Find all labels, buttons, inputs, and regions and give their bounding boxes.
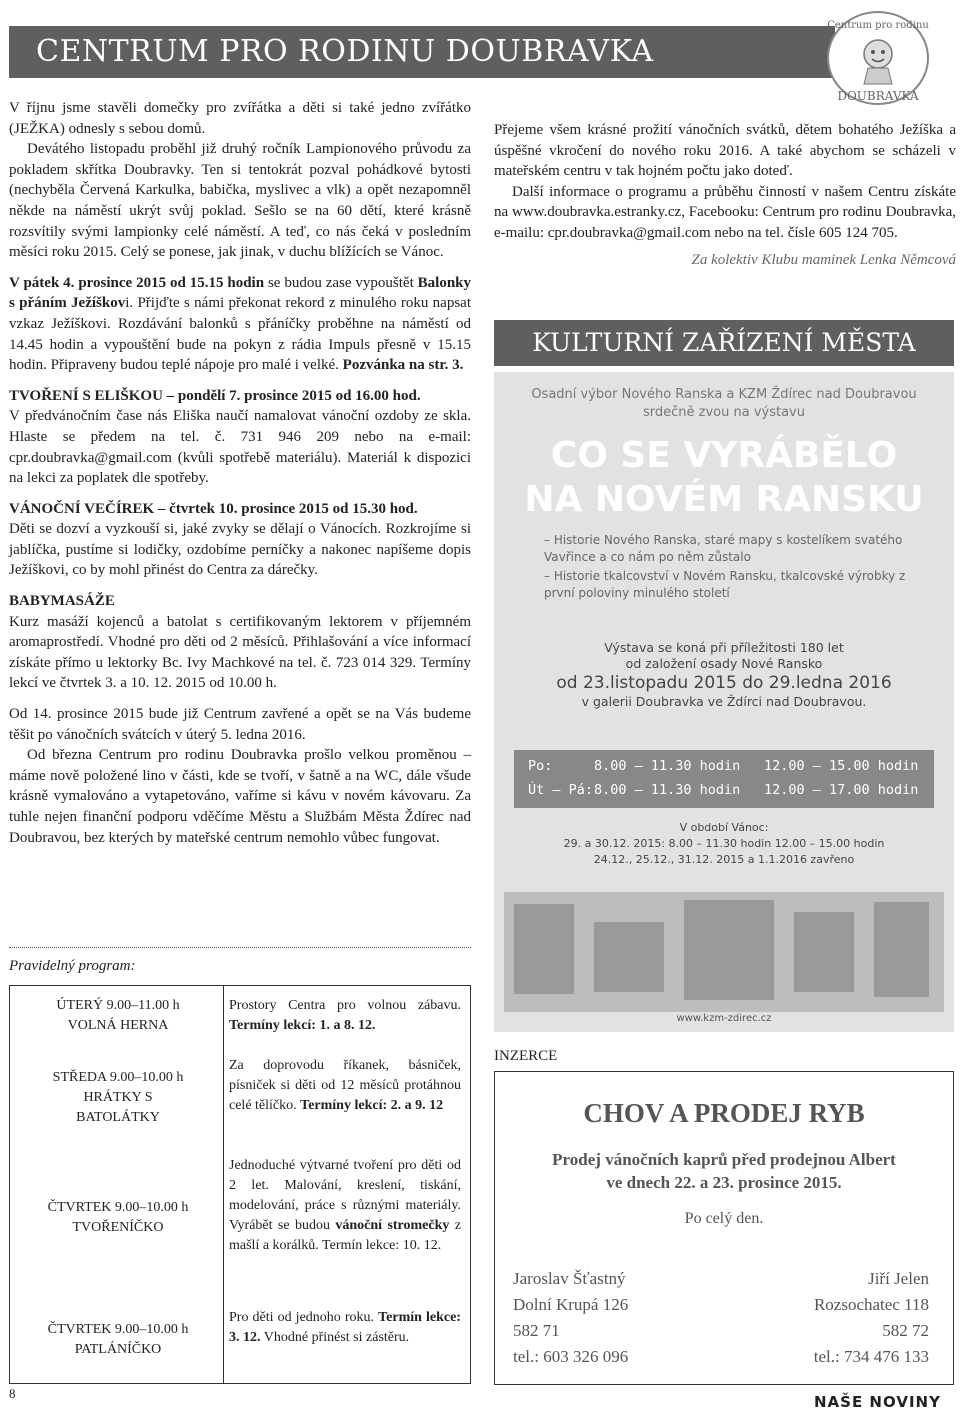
ad-allday: Po celý den. [684, 1210, 764, 1227]
program-desc [229, 1156, 461, 1256]
text: 582 72 [882, 1321, 929, 1340]
inzerce-label: INZERCE [494, 1048, 558, 1064]
program-name: PATLÁNÍČKO [74, 1342, 162, 1357]
ad-contact-right [814, 1266, 929, 1370]
paragraph [9, 273, 471, 376]
logo-text-bottom: DOUBRAVKA [837, 89, 919, 103]
text: Jaroslav Šťastný [513, 1269, 626, 1288]
program-desc [229, 996, 461, 1036]
exhibition-poster [494, 372, 954, 1032]
program-title: Pravidelný program: [9, 958, 136, 974]
text: 29. a 30.12. 2015: 8.00 – 11.30 hodin 12.00 – 15.00 hodin [563, 837, 885, 850]
program-name: VOLNÁ HERNA [67, 1018, 169, 1033]
program-day: ÚTERÝ 9.00–11.00 h [56, 998, 180, 1013]
text: od 23.listopadu 2015 do 29.ledna 2016 [556, 673, 892, 693]
list-item: – Historie Nového Ranska, staré mapy s kostelíkem svatého Vavřince a co nám po něm zůstalo [544, 533, 903, 564]
text: Prostory Centra pro volnou zábavu. [229, 998, 461, 1013]
program-desc [229, 1308, 461, 1348]
ad-title: CHOV A PRODEJ RYB [583, 1098, 865, 1128]
bold-text: Termíny lekcí: 2. a 9. 12 [300, 1098, 444, 1113]
program-day: STŘEDA 9.00–10.00 h [52, 1070, 184, 1085]
program-day: ČTVRTEK 9.00–10.00 h [47, 1200, 189, 1215]
hours-value: 8.00 – 11.30 hodin [594, 782, 741, 798]
paragraph: Kurz masáží kojenců a batolat s certifikovaným lektorem v příjemném aromaprostředí. Vhodné pro děti od 2 měsíců. Přihlašování a více informací získáte přímo u lektorky Bc. Ivy Machkové na tel. č. 723 014 329. Termíny lekcí ve čtvrtek 3. a 10. 12. 2015 od 10.00 h. [9, 613, 471, 692]
hours-day: Po: [528, 758, 553, 774]
hours-day: Út – Pá: [528, 782, 594, 798]
text: se budou zase vypouštět [264, 274, 418, 291]
program-table [9, 985, 471, 1384]
ad-contact-left [513, 1266, 628, 1370]
text: Dolní Krupá 126 [513, 1295, 629, 1314]
text: 582 71 [513, 1321, 560, 1340]
paragraph: V předvánočním čase nás Eliška naučí namalovat vánoční ozdoby ze skla. Hlaste se předem na tel. č. 731 946 209 nebo na e-mail: cpr.doubravka@gmail.com (kvůli spotřebě materiálu). Materiál k dispozici na lekci za poplatek dle spotřeby. [9, 408, 471, 487]
poster-title-line: NA NOVÉM RANSKU [524, 479, 924, 520]
text: i. Přijďte s námi překonat rekord z minulého roku napsat vzkaz Ježíškovi. Rozdávání balonků s přáníčky proběhne na náměstí od 14.45 hodin a vypouštění bude na pokyn z rádia Impuls přesně v 15.15 hodin. Připraveny budou teplé nápoje pro malé i velké. [9, 295, 471, 374]
text: tel.: 734 476 133 [813, 1347, 929, 1366]
program-name: TVOŘENÍČKO [72, 1220, 164, 1235]
paragraph: Přejeme všem krásné prožití vánočních svátků, dětem bohatého Ježíška a úspěšné vkročení do nového roku 2016. A také abychom se scházeli v mateřském centru v tak hojném počtu jako doteď. [494, 122, 956, 180]
text: 24.12., 25.12., 31.12. 2015 a 1.1.2016 zavřeno [593, 853, 855, 866]
page-number: 8 [9, 1386, 16, 1401]
paragraph: Devátého listopadu proběhl již druhý ročník Lampionového průvodu za pokladem skřítka Doubravky. Ten si tentokrát pozval pohádkové bytosti (nechyběla Červená Karkulka, babička, myslivec a vlk) a opět nezapomněl někde na náměstí ukrýt svůj poklad. Sešlo se na 60 dětí, které krásně rozsvítily svými lampionky celé náměstí. A teď, co nás čeká v posledním měsíci roku 2015. Celý se ponese, jak jinak, v duchu blížících se Vánoc. [9, 141, 471, 261]
bold-text: Pozvánka na str. 3. [342, 357, 464, 374]
bold-text: Balonky s přáním Ježíškov [9, 274, 472, 312]
signature: Za kolektiv Klubu maminek Lenka Němcová [691, 251, 956, 268]
poster-title [494, 434, 954, 522]
section-heading: BABYMASÁŽE [9, 593, 115, 610]
hours-value: 12.00 – 15.00 hodin [764, 758, 919, 774]
text: Pro děti od jednoho roku. [229, 1310, 379, 1325]
program-desc [229, 1056, 461, 1116]
logo-text-top: Centrum pro rodinu [827, 20, 929, 31]
paragraph: Od března Centrum pro rodinu Doubravka prošlo velkou proměnou – máme nově položené lino v části, kde se tvoří, v šatně a na WC, dále všude krásně vymalováno a vytapetováno, vaříme si kávu v novém kávovaru. Za tuhle nejen finanční podporu vděčíme Městu a Službám Města Ždírec nad Doubravou, bez kterých by mateřské centrum nemohlo vůbec fungovat. [9, 747, 471, 846]
text: Výstava se koná při příležitosti 180 let [604, 640, 844, 655]
paragraph: Děti se dozví a vyzkouší si, jaké zvyky se dělají o Vánocích. Rozkrojíme si jablíčka, pustíme si lodičky, ozdobíme perníčky a nakonec napíšeme dopis Ježíškovi, co by mohl přinést do Centra za dárečky. [9, 521, 471, 579]
poster-website: www.kzm-zdirec.cz [676, 1013, 772, 1024]
text: od založení osady Nové Ransko [625, 656, 823, 671]
page-title: CENTRUM PRO RODINU DOUBRAVKA [36, 34, 654, 69]
poster-invite: srdečně zvou na výstavu [643, 405, 805, 420]
divider [9, 947, 471, 948]
text: tel.: 603 326 096 [513, 1347, 629, 1366]
program-day: ČTVRTEK 9.00–10.00 h [47, 1322, 189, 1337]
paragraph: V říjnu jsme stavěli domečky pro zvířátka a děti si také jedno zvířátko (JEŽKA) odnesly s sebou domů. [9, 100, 471, 137]
section-title-bar: KULTURNÍ ZAŘÍZENÍ MĚSTA [494, 320, 954, 366]
list-item: – Historie tkalcovství v Novém Ransku, tkalcovské výrobky z první poloviny minulého století [544, 569, 906, 600]
text: Prodej vánočních kaprů před prodejnou Albert [552, 1150, 896, 1169]
poster-organizer: Osadní výbor Nového Ranska a KZM Ždírec nad Doubravou [531, 387, 917, 402]
poster-title-line: CO SE VYRÁBĚLO [550, 435, 898, 476]
paragraph: Od 14. prosince 2015 bude již Centrum zavřené a opět se na Vás budeme těšit po vánočních svátcích v úterý 5. ledna 2016. [9, 706, 471, 743]
bold-text: vánoční stromečky [335, 1218, 450, 1233]
text: Jednoduché výtvarné tvoření pro děti od 2 let. Malování, kreslení, tiskání, modelování, práce s různými materiály. Vyrábět se budou [229, 1158, 461, 1233]
text: Za doprovodu říkanek, básniček, písniček si děti od 12 měsíců protáhnou celé tělíčko. [229, 1058, 461, 1113]
poster-exhibition-info [494, 640, 954, 710]
advertisement-box [494, 1071, 954, 1385]
bold-text: Termíny lekcí: 1. a 8. 12. [229, 1018, 376, 1033]
text: V období Vánoc: [679, 821, 769, 834]
left-column [9, 98, 471, 848]
publication-name: NAŠE NOVINY [814, 1393, 941, 1411]
paragraph: Další informace o programu a průběhu činností v našem Centru získáte na www.doubravka.estranky.cz, Facebooku: Centrum pro rodinu Doubravka, e-mailu: cpr.doubravka@gmail.com nebo na tel. čísle 605 124 705. [494, 183, 956, 241]
centrum-logo [824, 8, 932, 106]
program-name: HRÁTKY S BATOLÁTKY [76, 1090, 160, 1125]
text: Rozsochatec 118 [813, 1295, 929, 1314]
text: z mašlí a korálků. Termín lekce: 10. 12. [229, 1218, 461, 1253]
text: Vhodné přinést si zástěru. [260, 1330, 410, 1345]
poster-list [544, 532, 924, 604]
poster-hours [514, 750, 934, 808]
header-bar [9, 26, 835, 78]
section-heading: TVOŘENÍ S ELIŠKOU – pondělí 7. prosince 2015 od 16.00 hod. [9, 387, 421, 404]
right-column [494, 120, 956, 270]
text: ve dnech 22. a 23. prosince 2015. [606, 1173, 842, 1192]
poster-photo [504, 892, 944, 1012]
hours-value: 12.00 – 17.00 hodin [764, 782, 919, 798]
hours-value: 8.00 – 11.30 hodin [594, 758, 741, 774]
text: Jiří Jelen [868, 1269, 929, 1288]
bold-text: V pátek 4. prosince 2015 od 15.15 hodin [9, 274, 265, 291]
text: v galerii Doubravka ve Ždírci nad Doubravou. [581, 694, 867, 709]
bold-text: Termín lekce: 3. 12. [229, 1310, 461, 1345]
ad-subtitle [495, 1148, 953, 1194]
section-heading: VÁNOČNÍ VEČÍREK – čtvrtek 10. prosince 2015 od 15.30 hod. [9, 500, 418, 517]
poster-xmas-hours [494, 820, 954, 868]
